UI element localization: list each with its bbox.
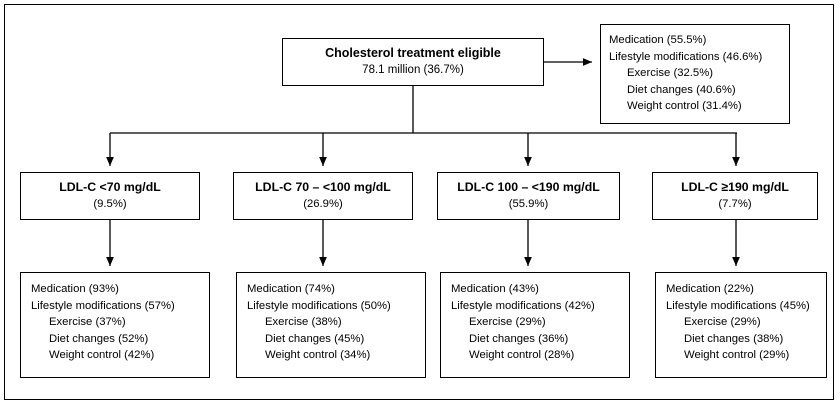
detail-line: Lifestyle modifications (50%) [247,299,391,312]
detail-line: Diet changes (52%) [49,332,149,345]
detail-line: Exercise (32.5%) [627,67,714,79]
detail-line: Weight control (34%) [265,349,371,361]
category-subtitle: (55.9%) [508,198,549,210]
detail-line: Lifestyle modifications (46.6%) [609,50,763,63]
node-ldlc-category-3 [652,172,818,220]
detail-line: Exercise (37%) [49,316,126,328]
detail-line: Medication (43%) [451,283,539,295]
node-overall-treatment-detail [600,24,790,124]
node-detail-category-3 [655,272,827,378]
detail-line: Weight control (42%) [49,349,155,361]
category-subtitle: (9.5%) [93,198,127,210]
top-node-title: Cholesterol treatment eligible [325,46,501,60]
detail-line: Medication (74%) [247,283,335,295]
detail-line: Diet changes (38%) [684,332,784,345]
node-cholesterol-treatment-eligible [282,38,544,86]
node-ldlc-category-0 [20,172,200,220]
detail-line: Medication (55.5%) [609,34,707,46]
top-node-subtitle: 78.1 million (36.7%) [362,64,464,76]
category-title: LDL-C <70 mg/dL [59,180,161,194]
detail-line: Lifestyle modifications (45%) [666,299,810,312]
category-title: LDL-C ≥190 mg/dL [681,180,789,194]
detail-line: Exercise (29%) [469,316,546,328]
node-detail-category-0 [20,272,210,378]
detail-line: Medication (22%) [666,283,754,295]
node-detail-category-1 [236,272,426,378]
category-title: LDL-C 70 – <100 mg/dL [255,180,391,194]
detail-line: Diet changes (36%) [469,332,569,345]
node-detail-category-2 [440,272,630,378]
detail-line: Weight control (29%) [684,349,790,361]
detail-line: Weight control (31.4%) [627,100,742,112]
node-ldlc-category-2 [437,172,620,220]
detail-line: Weight control (28%) [469,349,575,361]
detail-line: Exercise (38%) [265,316,342,328]
category-subtitle: (7.7%) [718,198,752,210]
detail-line: Lifestyle modifications (42%) [451,299,595,312]
detail-line: Exercise (29%) [684,316,761,328]
category-title: LDL-C 100 – <190 mg/dL [457,180,600,194]
detail-line: Diet changes (45%) [265,332,365,345]
detail-line: Medication (93%) [31,283,119,295]
detail-line: Lifestyle modifications (57%) [31,299,175,312]
node-ldlc-category-1 [233,172,413,220]
detail-line: Diet changes (40.6%) [627,83,736,96]
category-subtitle: (26.9%) [303,198,343,210]
